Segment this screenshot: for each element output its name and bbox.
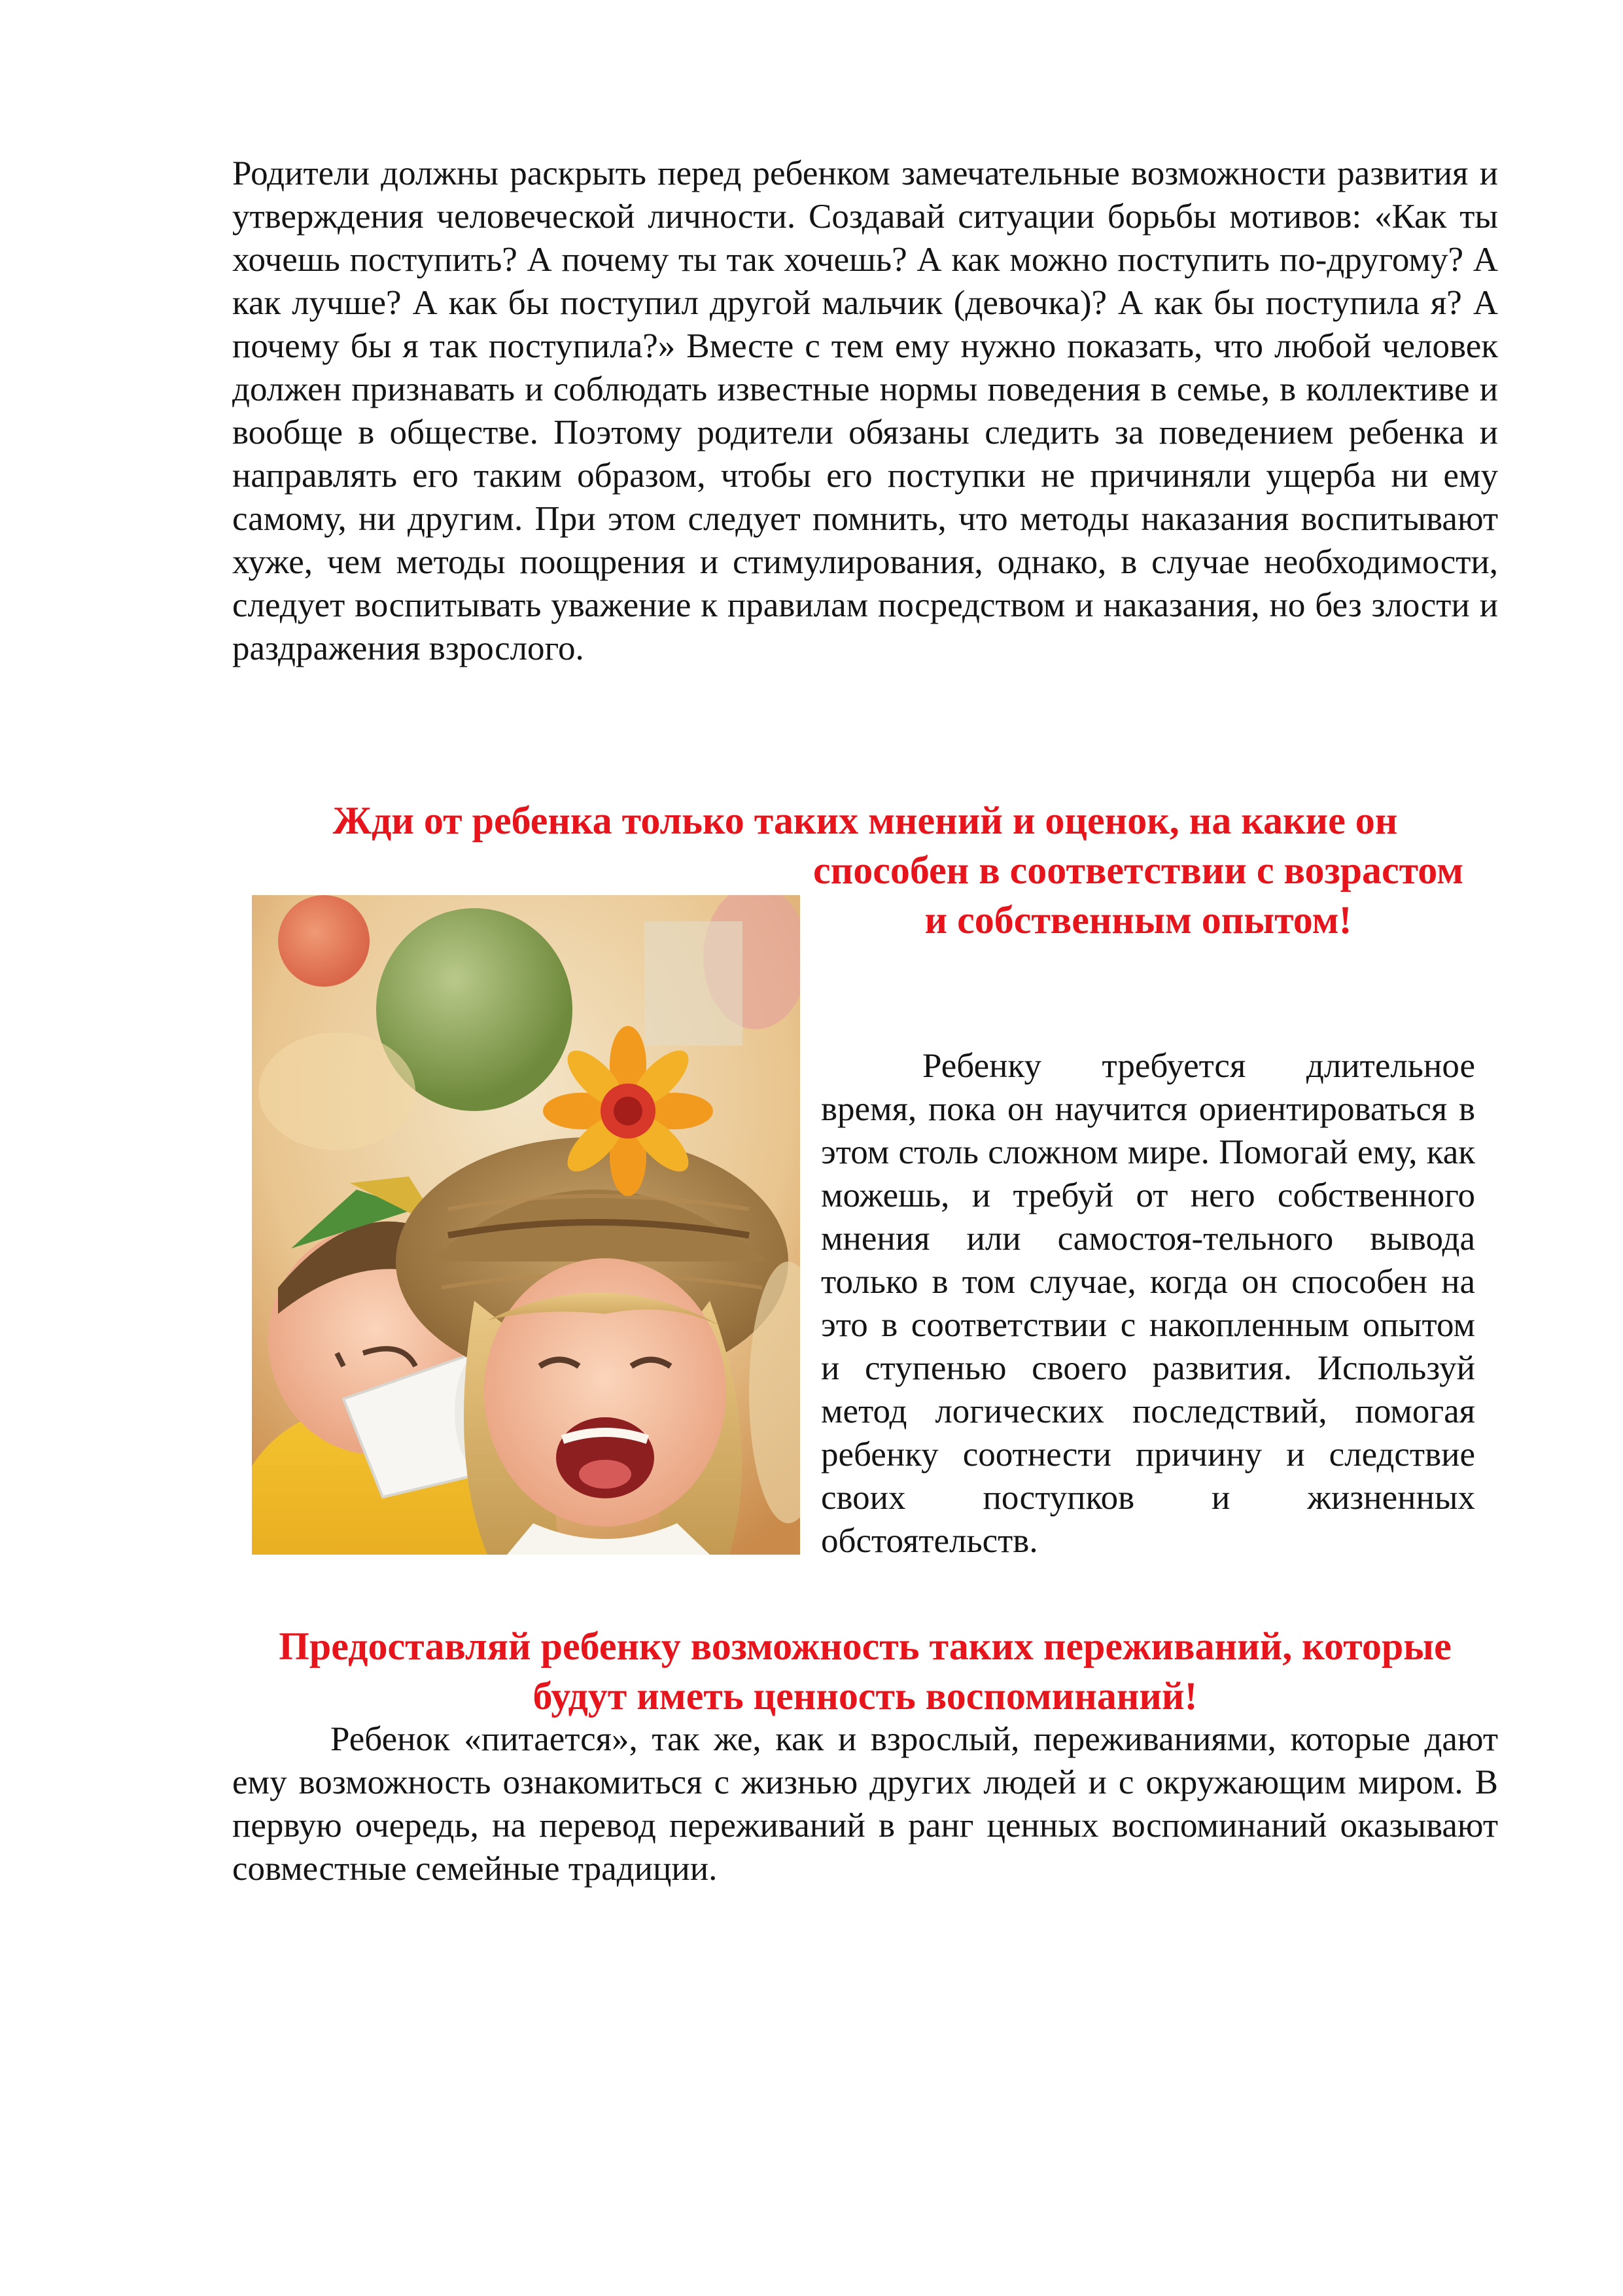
heading-experiences: Предоставляй ребенку возможность таких переживаний, которые будут иметь ценность воспоминаний! [279, 1625, 1452, 1718]
paragraph-parents-role: Родители должны раскрыть перед ребенком замечательные возможности развития и утверждения человеческой личности. Создавай ситуации борьбы мотивов: «Как ты хочешь поступить? А почему ты так хочешь? А как можно поступить по-другому? А как лучше? А как бы поступил другой мальчик (девочка)? А как бы поступила я? А почему бы я так поступила?» Вместе с тем ему нужно показать, что любой человек должен признавать и соблюдать известные нормы поведения в семье, в коллективе и вообще в обществе. Поэтому родители обязаны следить за поведением ребенка и направлять его таким образом, чтобы его поступки не причиняли ущерба ни ему самому, ни другим. При этом следует помнить, что методы наказания воспитывают хуже, чем методы поощрения и стимулирования, однако, в случае необходимости, следует воспитывать уважение к правилам посредством и наказания, но без злости и раздражения взрослого. [232, 154, 1498, 667]
heading-expectations-line-1: Жди от ребенка только таких мнений и оценок, на какие он [332, 799, 1398, 842]
paragraph-child-development: Ребенку требуется длительное время, пока он научится ориентироваться в этом столь сложном мире. Помогай ему, как можешь, и требуй от него собственного мнения или самостоя-тельного вывода только в том случае, когда он способен на это в соответствии с накопленным опытом и ступенью своего развития. Используй метод логических последствий, помогая ребенку соотнести причину и следствие своих поступков и жизненных обстоятельств. [821, 1047, 1475, 1560]
paragraph-family-traditions: Ребенок «питается», так же, как и взрослый, переживаниями, которые дают ему возможность ознакомиться с жизнью других людей и с окружающим миром. В первую очередь, на перевод переживаний в ранг ценных воспоминаний оказывают совместные семейные традиции. [232, 1720, 1498, 1888]
heading-expectations-rest: способен в соответствии с возрастом и собственным опытом! [813, 849, 1463, 942]
children-party-photo [252, 895, 800, 1555]
